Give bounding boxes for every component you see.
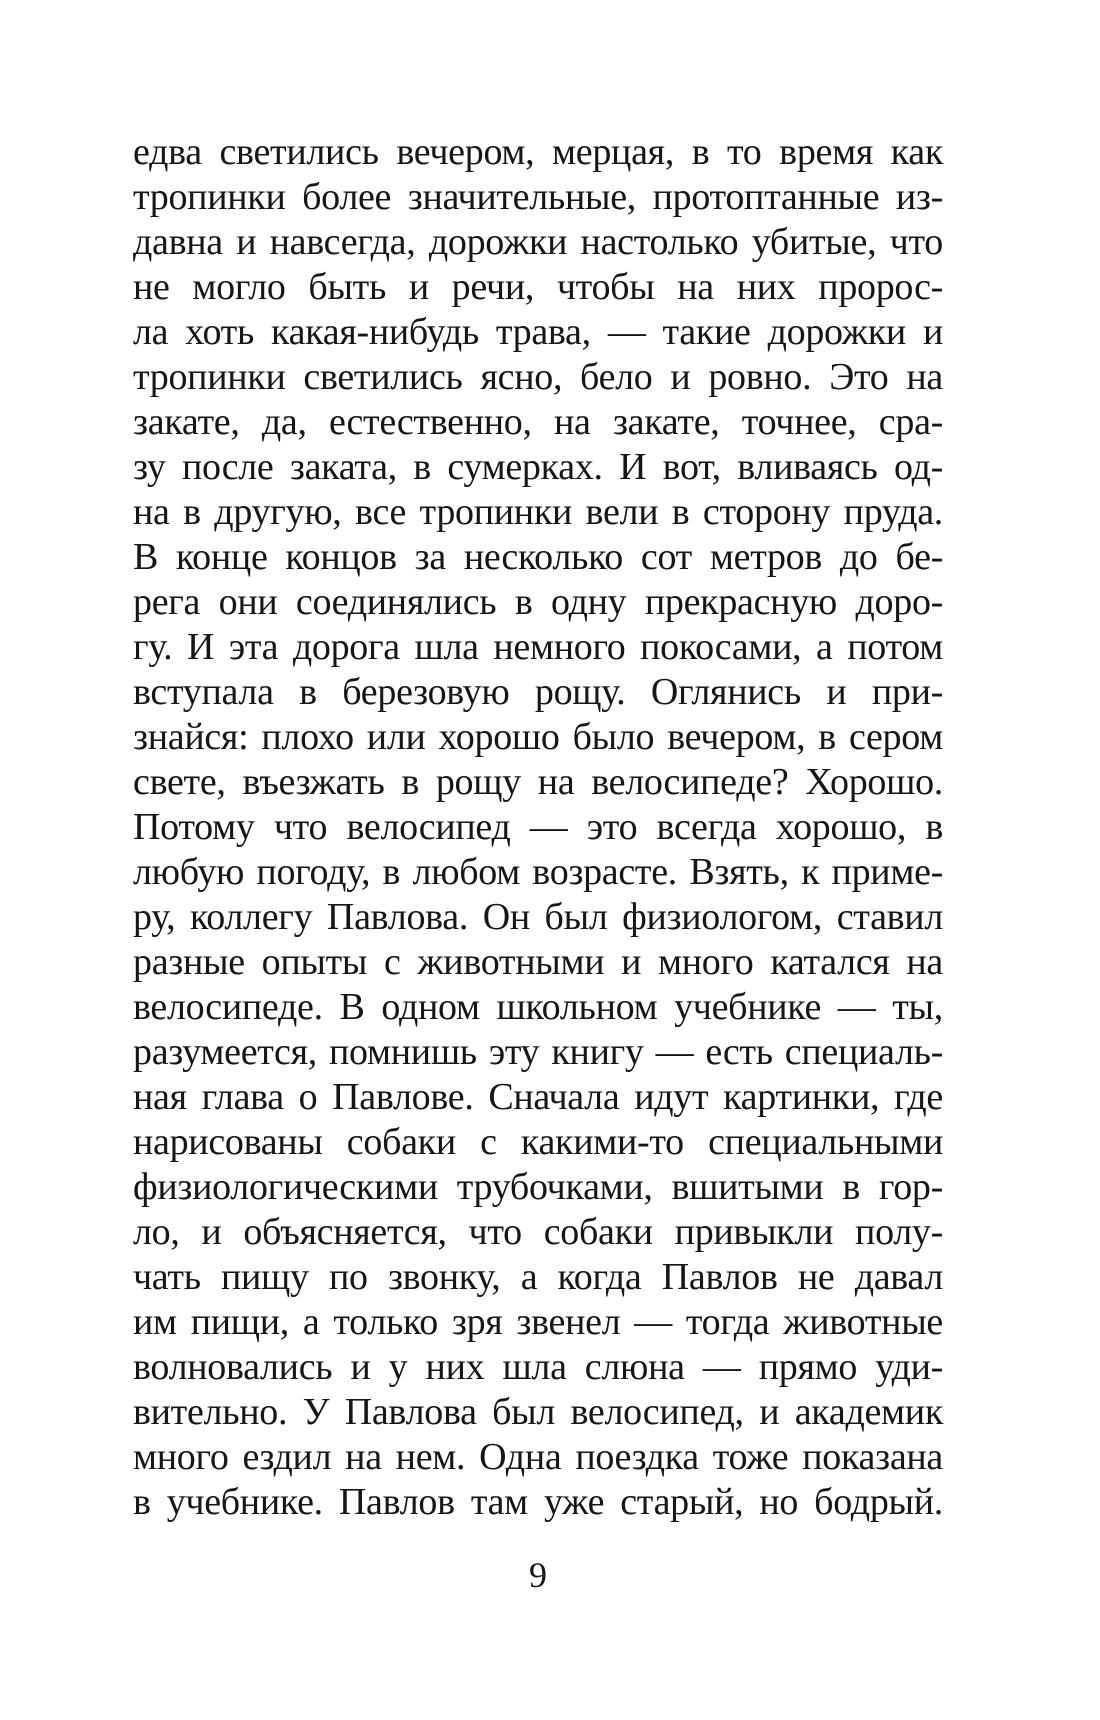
text-line: рега они соединялись в одну прекрасную доро- — [133, 581, 943, 623]
text-line: едва светились вечером, мерцая, в то время как — [133, 131, 943, 173]
page-text-block — [133, 130, 943, 1525]
text-line: физиологическими трубочками, вшитыми в гор- — [133, 1166, 943, 1208]
text-line: не могло быть и речи, чтобы на них пророс- — [133, 266, 943, 308]
text-line: разумеется, помнишь эту книгу — есть специаль- — [133, 1031, 943, 1073]
text-line: вступала в березовую рощу. Оглянись и при- — [133, 671, 943, 713]
text-line: давна и навсегда, дорожки настолько убитые, что — [133, 221, 943, 263]
text-line: нарисованы собаки с какими-то специальными — [133, 1121, 943, 1163]
text-line: велосипеде. В одном школьном учебнике — ты, — [133, 986, 943, 1028]
page-number: 9 — [529, 1555, 547, 1595]
text-line: много ездил на нем. Одна поездка тоже показана — [133, 1436, 943, 1478]
text-line: свете, въезжать в рощу на велосипеде? Хорошо. — [133, 761, 943, 803]
text-line: ру, коллегу Павлова. Он был физиологом, ставил — [133, 896, 943, 938]
text-line: любую погоду, в любом возрасте. Взять, к приме- — [133, 851, 943, 893]
text-line: на в другую, все тропинки вели в сторону пруда. — [133, 491, 943, 533]
text-line: волновались и у них шла слюна — прямо уди- — [133, 1346, 943, 1388]
text-line: ная глава о Павлове. Сначала идут картинки, где — [133, 1076, 943, 1118]
text-line: В конце концов за несколько сот метров до бе- — [133, 536, 943, 578]
text-line: вительно. У Павлова был велосипед, и академик — [133, 1391, 943, 1433]
text-line: разные опыты с животными и много катался на — [133, 941, 943, 983]
text-line: знайся: плохо или хорошо было вечером, в сером — [133, 716, 943, 758]
text-line: ла хоть какая-нибудь трава, — такие дорожки и — [133, 311, 943, 353]
text-line: в учебнике. Павлов там уже старый, но бодрый. — [133, 1481, 943, 1523]
text-line: закате, да, естественно, на закате, точнее, сра- — [133, 401, 943, 443]
text-line: гу. И эта дорога шла немного покосами, а потом — [133, 626, 943, 668]
text-line: им пищи, а только зря звенел — тогда животные — [133, 1301, 943, 1343]
text-line: тропинки более значительные, протоптанные из- — [133, 176, 943, 218]
text-line: чать пищу по звонку, а когда Павлов не давал — [133, 1256, 943, 1298]
text-line: зу после заката, в сумерках. И вот, вливаясь од- — [133, 446, 943, 488]
text-line: Потому что велосипед — это всегда хорошо, в — [133, 806, 943, 848]
text-line: тропинки светились ясно, бело и ровно. Это на — [133, 356, 943, 398]
text-line: ло, и объясняется, что собаки привыкли полу- — [133, 1211, 943, 1253]
